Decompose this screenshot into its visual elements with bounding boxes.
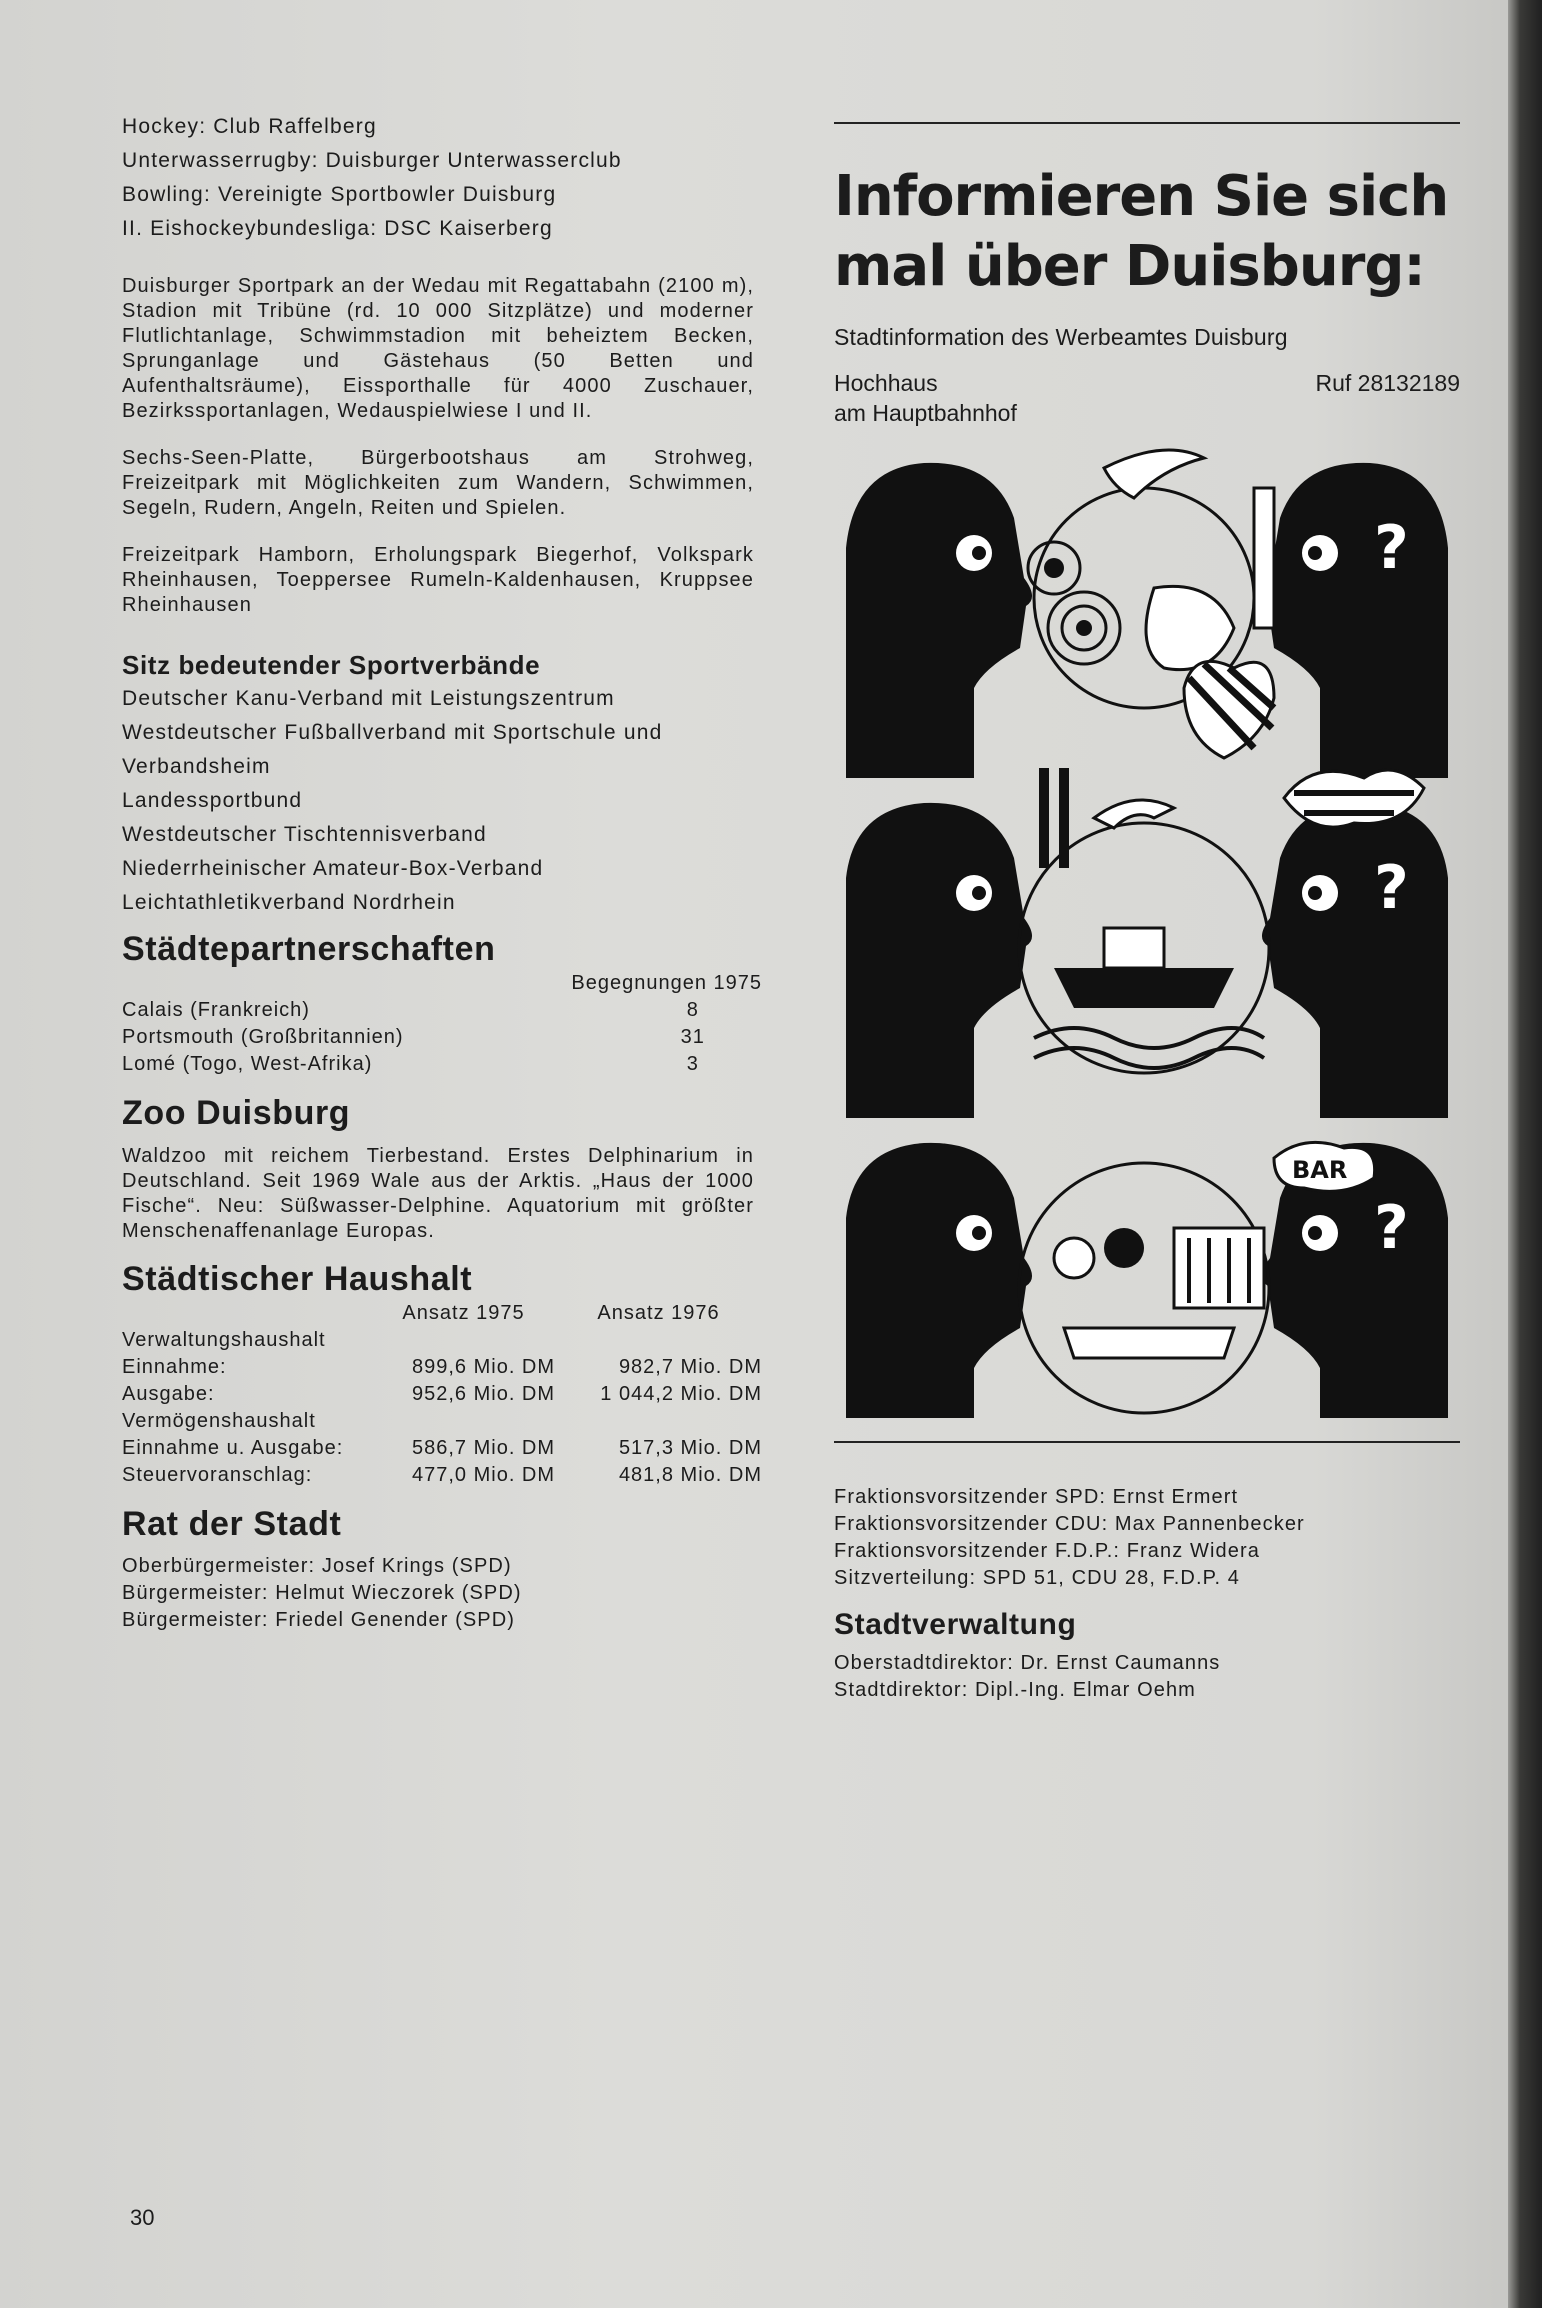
verbaende-heading: Sitz bedeutender Sportverbände bbox=[122, 650, 541, 680]
question-mark-icon: ? bbox=[1374, 853, 1409, 923]
rat-member: Bürgermeister: Friedel Genender (SPD) bbox=[122, 1609, 516, 1631]
silhouette-head-icon bbox=[846, 1143, 1032, 1418]
sports-club-line: II. Eishockeybundesliga: DSC Kaiserberg bbox=[122, 217, 553, 240]
bar-sign-icon bbox=[1274, 1142, 1375, 1191]
table-row bbox=[122, 1024, 762, 1051]
ad-address-line1: Hochhaus bbox=[834, 370, 938, 396]
haushalt-group-label: Verwaltungshaushalt bbox=[122, 1329, 326, 1351]
rat-heading: Rat der Stadt bbox=[122, 1505, 342, 1543]
ad-illustration-row-2 bbox=[846, 768, 1448, 1118]
ad-title-line2: mal über Duisburg: bbox=[834, 234, 1425, 299]
ad-title-line1: Informieren Sie sich bbox=[834, 164, 1449, 229]
sportpark-paragraph: Duisburger Sportpark an der Wedau mit Regattabahn (2100 m), Stadion mit Tribüne (rd. 10 000 Sitzplätze) und moderner Flutlichtanlage, Schwimmstadion mit beheiztem Becken, Sprunganlage und Gästehaus (50 Betten und Aufenthaltsräume), Eissporthalle für 4000 Zuschauer, Bezirkssportanlagen, Wedauspielwiese I und II. bbox=[122, 275, 754, 422]
table-row bbox=[122, 1051, 762, 1078]
fraktion-line: Fraktionsvorsitzender SPD: Ernst Ermert bbox=[834, 1486, 1239, 1508]
haushalt-heading: Städtischer Haushalt bbox=[122, 1260, 473, 1298]
ad-illustration-row-1 bbox=[846, 450, 1448, 778]
silhouette-head-icon bbox=[846, 463, 1032, 778]
sports-club-line: Hockey: Club Raffelberg bbox=[122, 115, 377, 138]
haushalt-value: 477,0 Mio. DM bbox=[411, 1464, 556, 1486]
zoo-paragraph: Waldzoo mit reichem Tierbestand. Erstes Delphinarium in Deutschland. Seit 1969 Wale aus der Arktis. „Haus der 1000 Fische“. Neu: Süßwasser-Delphine. Aquatorium mit größter Menschenaffenanlage Europas. bbox=[122, 1145, 754, 1242]
haushalt-table bbox=[122, 1300, 762, 1489]
partner-count: 3 bbox=[686, 1053, 699, 1075]
table-row bbox=[122, 1381, 762, 1408]
verband-item: Leichtathletikverband Nordrhein bbox=[122, 891, 456, 914]
book-spine bbox=[1508, 0, 1542, 2308]
eye-icon bbox=[972, 546, 986, 560]
question-mark-icon: ? bbox=[1374, 1193, 1409, 1263]
haushalt-label: Einnahme u. Ausgabe: bbox=[122, 1437, 344, 1459]
table-row bbox=[122, 1354, 762, 1381]
people-icon bbox=[1054, 1238, 1094, 1278]
fraktion-line: Fraktionsvorsitzender CDU: Max Pannenbecker bbox=[834, 1513, 1305, 1535]
silhouette-head-icon bbox=[1262, 803, 1448, 1118]
verband-item: Landessportbund bbox=[122, 789, 303, 812]
partner-city: Lomé (Togo, West-Afrika) bbox=[122, 1053, 373, 1075]
haushalt-label: Ausgabe: bbox=[122, 1383, 215, 1405]
haushalt-value: 517,3 Mio. DM bbox=[618, 1437, 762, 1459]
partner-city: Portsmouth (Großbritannien) bbox=[122, 1026, 404, 1048]
zoo-heading: Zoo Duisburg bbox=[122, 1094, 351, 1132]
striped-heart-icon bbox=[1184, 661, 1274, 758]
fraktion-line: Sitzverteilung: SPD 51, CDU 28, F.D.P. 4 bbox=[834, 1567, 1241, 1589]
elephant-icon bbox=[1146, 586, 1234, 669]
ad-illustration bbox=[834, 428, 1460, 1418]
left-column bbox=[122, 110, 762, 1634]
verband-item: Westdeutscher Tischtennisverband bbox=[122, 823, 487, 846]
table-row bbox=[122, 997, 762, 1024]
ad-bottom-rule bbox=[834, 1441, 1460, 1443]
partner-table bbox=[122, 970, 762, 1078]
ship-icon bbox=[1054, 968, 1234, 1008]
haushalt-col1-header: Ansatz 1975 bbox=[402, 1302, 525, 1324]
ad-illustration-row-3 bbox=[846, 1142, 1448, 1418]
partner-count: 31 bbox=[680, 1026, 705, 1048]
bar-sign-text: BAR bbox=[1292, 1156, 1348, 1184]
rat-member: Bürgermeister: Helmut Wieczorek (SPD) bbox=[122, 1582, 522, 1604]
verwaltung-heading: Stadtverwaltung bbox=[834, 1608, 1077, 1641]
haushalt-value: 586,7 Mio. DM bbox=[411, 1437, 556, 1459]
haushalt-value: 481,8 Mio. DM bbox=[618, 1464, 762, 1486]
page-number: 30 bbox=[130, 2205, 155, 2230]
haushalt-value: 952,6 Mio. DM bbox=[411, 1383, 556, 1405]
chimney-icon bbox=[1039, 768, 1049, 868]
ad-address-line2: am Hauptbahnhof bbox=[834, 400, 1017, 426]
verband-item: Niederrheinischer Amateur-Box-Verband bbox=[122, 857, 544, 880]
haushalt-label: Steuervoranschlag: bbox=[122, 1464, 313, 1486]
verband-item: Deutscher Kanu-Verband mit Leistungszentrum bbox=[122, 687, 615, 710]
rat-member: Oberbürgermeister: Josef Krings (SPD) bbox=[122, 1555, 512, 1577]
haushalt-label: Einnahme: bbox=[122, 1356, 227, 1378]
seen-paragraph: Sechs-Seen-Platte, Bürgerbootshaus am Strohweg, Freizeitpark mit Möglichkeiten zum Wandern, Schwimmen, Segeln, Rudern, Angeln, Reiten und Spielen. bbox=[122, 447, 754, 519]
verwaltung-member: Stadtdirektor: Dipl.-Ing. Elmar Oehm bbox=[834, 1679, 1196, 1701]
verwaltung-member: Oberstadtdirektor: Dr. Ernst Caumanns bbox=[834, 1652, 1221, 1674]
ad-subtitle: Stadtinformation des Werbeamtes Duisburg bbox=[834, 324, 1288, 350]
question-mark-icon: ? bbox=[1374, 513, 1409, 583]
silhouette-head-icon bbox=[846, 803, 1032, 1118]
table-row bbox=[122, 1462, 762, 1489]
partner-column-header: Begegnungen 1975 bbox=[571, 972, 762, 994]
verband-item: Westdeutscher Fußballverband mit Sportschule und Verbandsheim bbox=[122, 721, 663, 778]
right-column-text bbox=[834, 1484, 1460, 1704]
advertisement bbox=[834, 100, 1460, 1443]
partner-city: Calais (Frankreich) bbox=[122, 999, 310, 1021]
partner-count: 8 bbox=[686, 999, 699, 1021]
sports-club-line: Unterwasserrugby: Duisburger Unterwasserclub bbox=[122, 149, 622, 172]
car-icon bbox=[1064, 1328, 1234, 1358]
ad-top-rule bbox=[834, 122, 1460, 124]
fraktion-line: Fraktionsvorsitzender F.D.P.: Franz Widera bbox=[834, 1540, 1260, 1562]
haushalt-value: 982,7 Mio. DM bbox=[618, 1356, 762, 1378]
haushalt-value: 899,6 Mio. DM bbox=[411, 1356, 556, 1378]
haushalt-value: 1 044,2 Mio. DM bbox=[600, 1383, 762, 1405]
haushalt-col2-header: Ansatz 1976 bbox=[597, 1302, 720, 1324]
partner-heading: Städtepartnerschaften bbox=[122, 930, 496, 968]
table-row bbox=[122, 1435, 762, 1462]
parks-paragraph: Freizeitpark Hamborn, Erholungspark Biegerhof, Volkspark Rheinhausen, Toeppersee Rumeln-Kaldenhausen, Kruppsee Rheinhausen bbox=[122, 544, 754, 616]
ad-phone: Ruf 28132189 bbox=[1315, 370, 1460, 396]
haushalt-group-label: Vermögenshaushalt bbox=[122, 1410, 316, 1432]
silhouette-head-icon bbox=[1262, 463, 1448, 778]
sports-club-line: Bowling: Vereinigte Sportbowler Duisburg bbox=[122, 183, 557, 206]
giraffe-icon bbox=[1254, 488, 1274, 628]
